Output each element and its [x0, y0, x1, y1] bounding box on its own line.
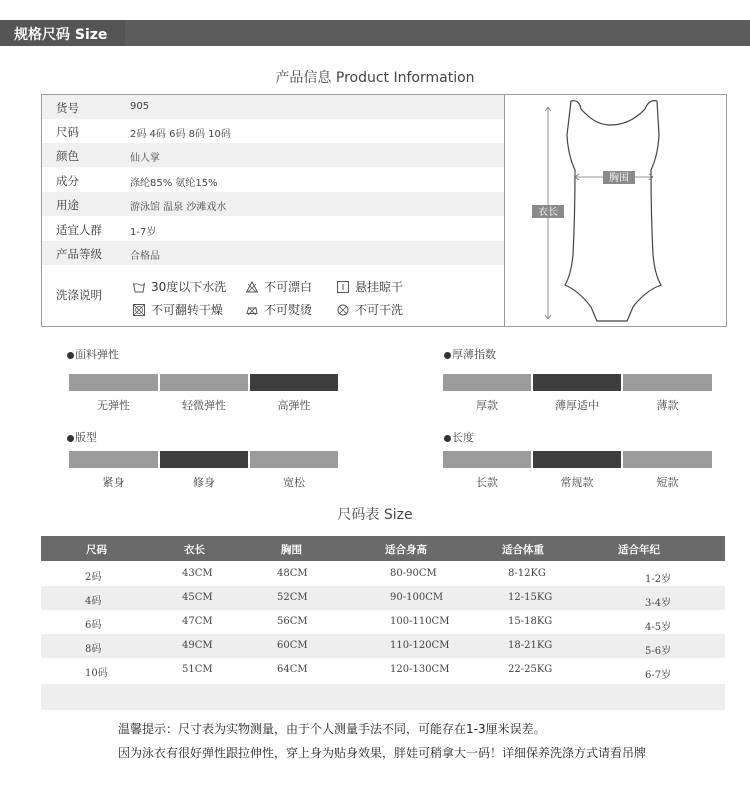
thickness-title: 厚薄指数 — [444, 346, 496, 362]
cell-length: 43CM — [182, 568, 213, 579]
length-option: 常规款 — [560, 476, 594, 489]
cell-height: 80-90CM — [390, 568, 437, 579]
length-seg-2 — [623, 451, 712, 468]
col-header: 衣长 — [184, 544, 205, 556]
elasticity-title: 面料弹性 — [67, 346, 119, 362]
info-value: 合格品 — [130, 251, 160, 262]
wash-text: 不可干洗 — [355, 303, 404, 317]
info-value: 2码 4码 6码 8码 10码 — [130, 129, 231, 140]
cell-length: 45CM — [182, 592, 213, 603]
swimsuit-outline — [565, 101, 661, 321]
fit-option: 紧身 — [102, 476, 125, 489]
col-header: 尺码 — [86, 544, 107, 556]
cell-chest: 52CM — [277, 592, 308, 603]
table-footer-row — [41, 684, 725, 710]
info-value: 涤纶85% 氨纶15% — [130, 178, 218, 189]
cell-height: 120-130CM — [390, 664, 450, 675]
elasticity-seg-2 — [250, 374, 338, 391]
cell-weight: 22-25KG — [508, 664, 553, 675]
cell-chest: 56CM — [277, 616, 308, 627]
cell-length: 49CM — [182, 640, 213, 651]
elasticity-option: 无弹性 — [97, 399, 130, 412]
fit-seg-1 — [160, 451, 248, 468]
length-option: 短款 — [656, 476, 679, 489]
fit-option: 宽松 — [283, 476, 305, 489]
length-seg-1 — [533, 451, 621, 468]
info-label: 适宜人群 — [56, 223, 102, 237]
elasticity-seg-0 — [69, 374, 158, 391]
chest-label: 胸围 — [609, 173, 629, 184]
thickness-option: 薄厚适中 — [555, 399, 599, 412]
elasticity-option: 高弹性 — [277, 399, 311, 412]
elasticity-seg-1 — [160, 374, 248, 391]
fit-title: 版型 — [67, 429, 97, 445]
cell-age: 3-4岁 — [645, 598, 672, 609]
thickness-seg-0 — [443, 374, 531, 391]
info-value: 仙人掌 — [130, 153, 160, 164]
cell-weight: 18-21KG — [508, 640, 553, 651]
thickness-option: 薄款 — [656, 399, 679, 412]
length-label: 衣长 — [538, 207, 558, 218]
col-header: 适合身高 — [385, 544, 427, 556]
cell-size: 2码 — [85, 572, 102, 583]
note-elasticity: 因为泳衣有很好弹性跟拉伸性，穿上身为贴身效果，胖娃可稍拿大一码！详细保养洗涤方式请看吊牌 — [118, 746, 647, 760]
bullet-icon — [67, 435, 74, 442]
cell-length: 47CM — [182, 616, 213, 627]
cell-chest: 60CM — [277, 640, 308, 651]
col-header: 适合年纪 — [618, 544, 660, 556]
cell-weight: 12-15KG — [508, 592, 553, 603]
thickness-option: 厚款 — [476, 399, 498, 412]
wash-item-30-degree — [133, 278, 226, 295]
table-row — [41, 658, 725, 682]
table-row — [41, 562, 725, 586]
wash-item-hang-dry — [337, 278, 403, 295]
elasticity-option: 轻微弹性 — [182, 399, 226, 412]
length-option: 长款 — [476, 476, 498, 489]
bullet-icon — [444, 435, 451, 442]
length-seg-0 — [443, 451, 531, 468]
size-table-header — [41, 536, 725, 561]
info-row-usage — [42, 192, 504, 216]
info-label: 用途 — [56, 198, 79, 212]
cell-age: 5-6岁 — [645, 646, 672, 657]
cell-weight: 8-12KG — [508, 568, 546, 579]
no-dry-clean-icon — [337, 304, 349, 316]
bullet-icon — [444, 352, 451, 359]
length-title: 长度 — [444, 429, 474, 445]
cell-size: 6码 — [85, 620, 102, 631]
info-label: 颜色 — [56, 149, 79, 163]
wash-text: 不可熨烫 — [264, 303, 313, 317]
fit-seg-0 — [69, 451, 158, 468]
thickness-seg-2 — [623, 374, 712, 391]
cell-length: 51CM — [182, 664, 213, 675]
fit-seg-2 — [250, 451, 338, 468]
info-value: 1-7岁 — [130, 227, 157, 238]
col-header: 适合体重 — [502, 544, 544, 556]
cell-height: 100-110CM — [390, 616, 450, 627]
cell-height: 90-100CM — [390, 592, 444, 603]
wash-text: 30度以下水洗 — [151, 280, 227, 294]
cell-chest: 48CM — [277, 568, 308, 579]
cell-chest: 64CM — [277, 664, 308, 675]
cell-age: 4-5岁 — [645, 622, 672, 633]
header-title: 规格尺码 Size — [14, 27, 108, 43]
wash-item-no-bleach — [246, 278, 312, 295]
wash-text: 不可翻转干燥 — [151, 303, 224, 317]
cell-size: 4码 — [85, 596, 102, 607]
wash-text: 悬挂晾干 — [355, 280, 404, 294]
cell-height: 110-120CM — [390, 640, 450, 651]
info-label: 尺码 — [56, 125, 79, 139]
info-row-audience — [42, 217, 504, 241]
info-label: 货号 — [56, 101, 79, 115]
no-bleach-icon — [246, 281, 258, 293]
cell-age: 6-7岁 — [645, 670, 672, 681]
table-row — [41, 586, 725, 610]
cell-age: 1-2岁 — [645, 574, 672, 585]
wash-label: 洗涤说明 — [56, 288, 102, 302]
table-row — [41, 634, 725, 658]
info-value: 游泳馆 温泉 沙滩戏水 — [130, 202, 227, 213]
wash-item-no-dry-clean — [337, 301, 403, 318]
info-row-grade — [42, 241, 504, 265]
no-tumble-dry-icon — [133, 304, 145, 316]
cell-size: 10码 — [85, 668, 108, 679]
info-row-color — [42, 143, 504, 167]
info-value: 905 — [130, 101, 150, 112]
col-header: 胸围 — [281, 544, 302, 556]
header-bar — [0, 20, 750, 46]
info-label: 成分 — [56, 174, 79, 188]
info-row-item-no — [42, 95, 504, 119]
cell-weight: 15-18KG — [508, 616, 553, 627]
wash-item-no-iron — [246, 301, 312, 318]
hang-dry-icon — [337, 281, 349, 293]
wash-tub-icon — [133, 281, 145, 293]
note-measurement: 温馨提示：尺寸表为实物测量，由于个人测量手法不同，可能存在1-3厘米误差。 — [118, 722, 546, 736]
swimsuit-diagram — [505, 95, 726, 326]
no-iron-icon — [246, 304, 258, 316]
size-table-title: 尺码表 Size — [337, 507, 413, 523]
thickness-seg-1 — [533, 374, 621, 391]
info-row-material — [42, 168, 504, 192]
product-info-table — [41, 94, 727, 327]
product-info-title: 产品信息 Product Information — [275, 70, 475, 86]
table-row — [41, 610, 725, 634]
cell-size: 8码 — [85, 644, 102, 655]
bullet-icon — [67, 352, 74, 359]
wash-item-no-tumble — [133, 301, 223, 318]
info-label: 产品等级 — [56, 247, 102, 261]
info-row-size — [42, 119, 504, 143]
wash-text: 不可漂白 — [264, 280, 313, 294]
fit-option: 修身 — [193, 476, 215, 489]
